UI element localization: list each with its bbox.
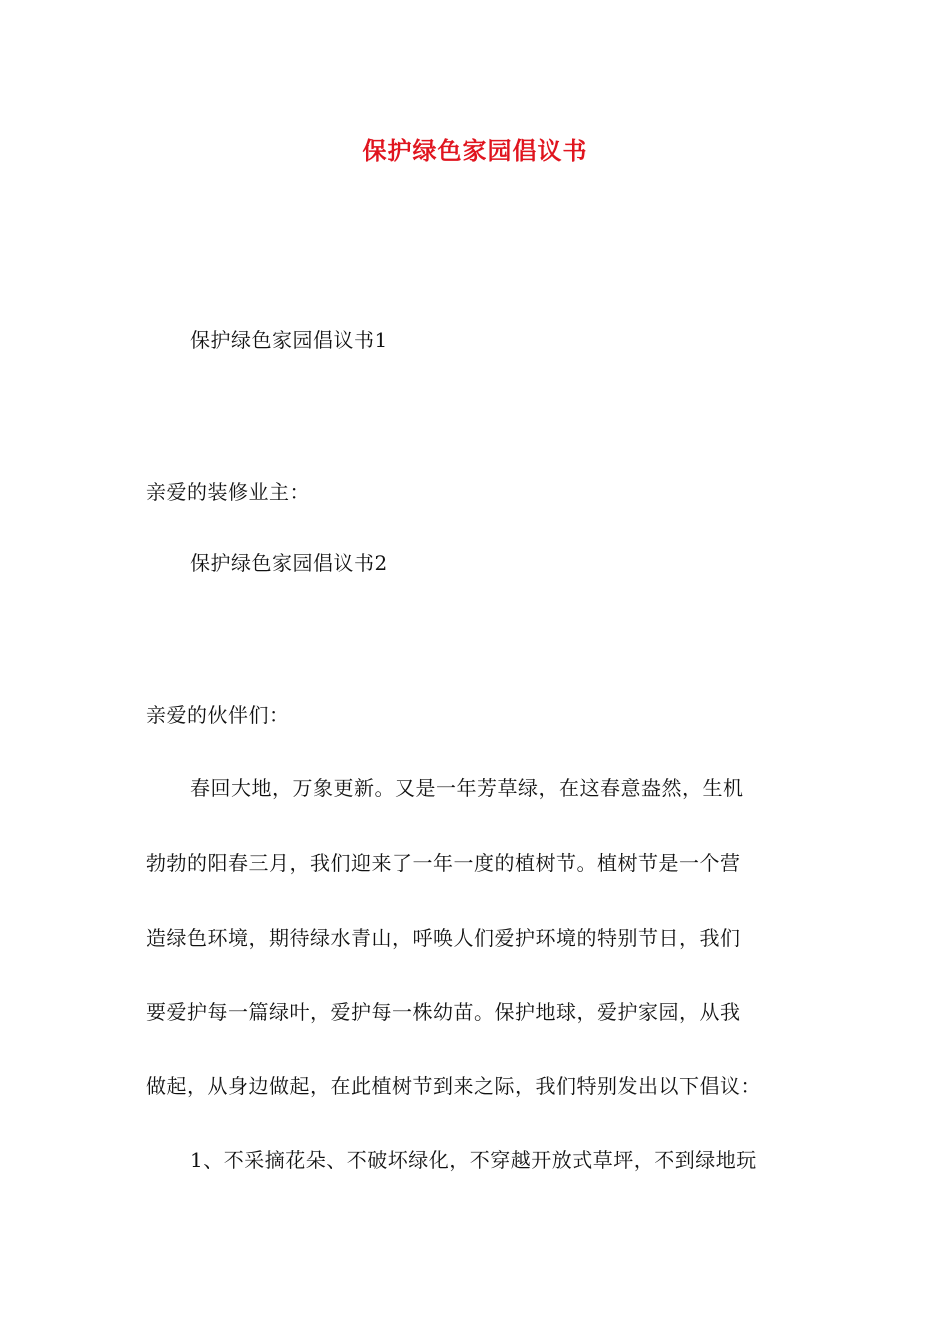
paragraph-line-4: 要爱护每一篇绿叶，爱护每一株幼苗。保护地球，爱护家园，从我 [146, 1000, 741, 1024]
section-heading-2: 保护绿色家园倡议书2 [190, 551, 388, 575]
salutation-2: 亲爱的伙伴们： [146, 703, 290, 727]
paragraph-line-2: 勃勃的阳春三月，我们迎来了一年一度的植树节。植树节是一个营 [146, 851, 741, 875]
salutation-1: 亲爱的装修业主： [146, 480, 310, 504]
paragraph-line-1: 春回大地，万象更新。又是一年芳草绿，在这春意盎然，生机 [190, 776, 744, 800]
section-heading-1: 保护绿色家园倡议书1 [190, 328, 388, 352]
paragraph-line-5: 做起，从身边做起，在此植树节到来之际，我们特别发出以下倡议： [146, 1074, 761, 1098]
list-item-1: 1、不采摘花朵、不破坏绿化，不穿越开放式草坪，不到绿地玩 [190, 1148, 757, 1172]
paragraph-line-3: 造绿色环境，期待绿水青山，呼唤人们爱护环境的特别节日，我们 [146, 926, 741, 950]
document-title: 保护绿色家园倡议书 [362, 136, 588, 165]
